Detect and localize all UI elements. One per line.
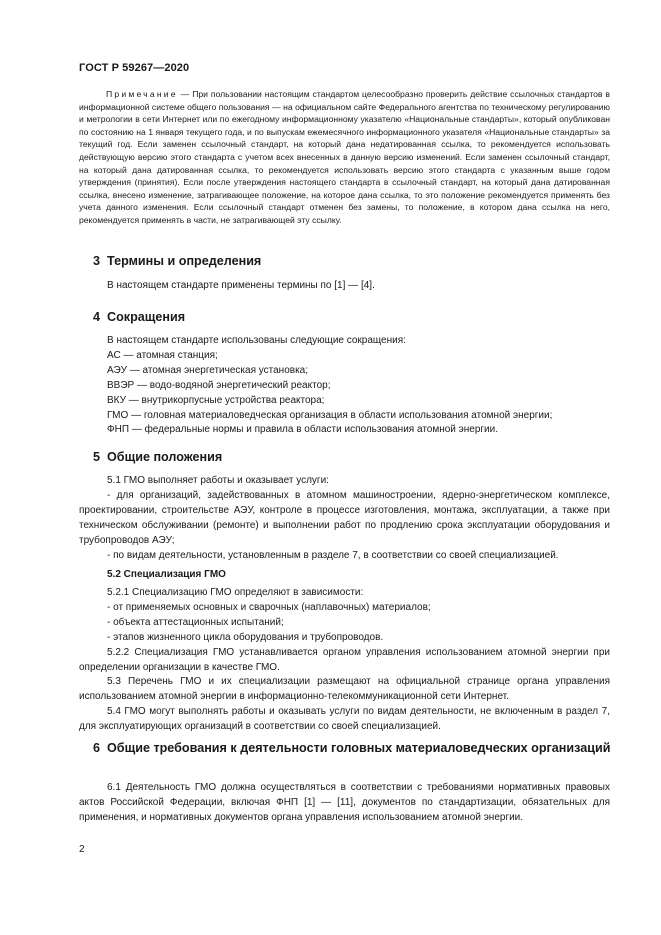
section-5-heading [93,449,613,465]
section-4-intro: В настоящем стандарте использованы следующие сокращения: [107,335,406,346]
section-6-title: Общие требования к деятельности головных материаловедческих организаций [107,741,611,755]
clause-5-4: 5.4 ГМО могут выполнять работы и оказывать услуги по видам деятельности, не включенным в раздел 7, для эксплуатирующих организаций в соответствии со своей специализацией. [79,706,610,733]
clause-5-2-1: 5.2.1 Специализацию ГМО определяют в зависимости: [107,587,364,598]
note-paragraph [79,88,610,227]
clause-5-2-1-item: - объекта аттестационных испытаний; [107,616,284,628]
section-6-body [79,781,610,826]
document-header: ГОСТ Р 59267—2020 [79,62,190,74]
section-4-heading [93,309,613,325]
abbreviation-item: ФНП — федеральные нормы и правила в области использования атомной энергии. [107,424,499,436]
clause-5-1: 5.1 ГМО выполняет работы и оказывает услуги: [107,475,329,486]
section-3-number: 3 [93,254,101,268]
section-5-2-body [79,586,610,735]
section-4-body [79,334,610,438]
abbreviation-item: АЭУ — атомная энергетическая установка; [107,364,309,376]
clause-5-1-item: - по видам деятельности, установленным в разделе 7, в соответствии со своей специализацией. [107,549,559,561]
clause-5-2-1-item: - этапов жизненного цикла оборудования и трубопроводов. [107,631,384,643]
clause-5-1-item: - для организаций, задействованных в атомном машиностроении, ядерно-энергетическом комплексе, проектировании, строительстве АЭУ, контроле в процессе изготовления, монтажа, эксплуатации, а также при техническом обслуживании (ремонте) и выполнении работ по продлению срока эксплуатации оборудования и трубопроводов АЭУ; [79,489,610,546]
section-4-number: 4 [93,310,101,324]
abbreviation-item: ГМО — головная материаловедческая организация в области использования атомной энергии; [107,409,553,421]
subsection-5-2-heading: 5.2 Специализация ГМО [107,569,226,580]
section-5-1-body [79,474,610,563]
section-4-title: Сокращения [107,310,186,324]
section-3-text: В настоящем стандарте применены термины по [1] — [4]. [107,280,375,291]
section-3-heading [93,253,613,269]
section-3-title: Термины и определения [107,254,262,268]
section-6-number: 6 [93,741,101,755]
clause-5-2-1-item: - от применяемых основных и сварочных (наплавочных) материалов; [107,601,431,613]
abbreviation-item: ВКУ — внутрикорпусные устройства реактора; [107,394,325,406]
section-3-body [79,279,610,294]
abbreviation-item: ВВЭР — водо-водяной энергетический реактор; [107,379,331,391]
note-text: — При пользовании настоящим стандартом целесообразно проверить действие ссылочных стандартов в информационной системе общего пользования — на официальном сайте Федерального агентства по техническому регулированию и метрологии в сети Интернет или по ежегодному информационному указателю «Национальные стандарты», который опубликован по состоянию на 1 января текущего года, и по выпускам ежемесячного информационного указателя «Национальные стандарты» за текущий год. Если заменен ссылочный стандарт, на который дана недатированная ссылка, то рекомендуется использовать действующую версию этого стандарта с учетом всех внесенных в данную версию изменений. Если заменен ссылочный стандарт, на который дана датированная ссылка, то рекомендуется использовать версию этого стандарта с указанным выше годом утверждения (принятия). Если после утверждения настоящего стандарта в ссылочный стандарт, на который дана датированная ссылка, внесено изменение, затрагивающее положение, на которое дана ссылка, то это положение рекомендуется применять без учета данного изменения. Если ссылочный стандарт отменен без замены, то положение, в котором дана ссылка на него, рекомендуется применять в части, не затрагивающей эту ссылку. [79,89,610,225]
clause-5-3: 5.3 Перечень ГМО и их специализации размещают на официальной странице органа управления использованием атомной энергии в информационно-телекоммуникационной сети Интернет. [79,676,610,703]
section-5-number: 5 [93,450,101,464]
clause-6-1: 6.1 Деятельность ГМО должна осуществляться в соответствии с требованиями нормативных правовых актов Российской Федерации, включая ФНП [1] — [11], документов по стандартизации, обязательных для применения, и нормативных документов органа управления использованием атомной энергии. [79,782,610,823]
abbreviation-item: АС — атомная станция; [107,349,218,361]
section-5-title: Общие положения [107,450,223,464]
note-label: Примечание [106,89,178,99]
page-number: 2 [79,844,85,855]
section-6-heading [93,740,613,756]
clause-5-2-2: 5.2.2 Специализация ГМО устанавливается органом управления использованием атомной энергии при определении организации в качестве ГМО. [79,646,610,673]
